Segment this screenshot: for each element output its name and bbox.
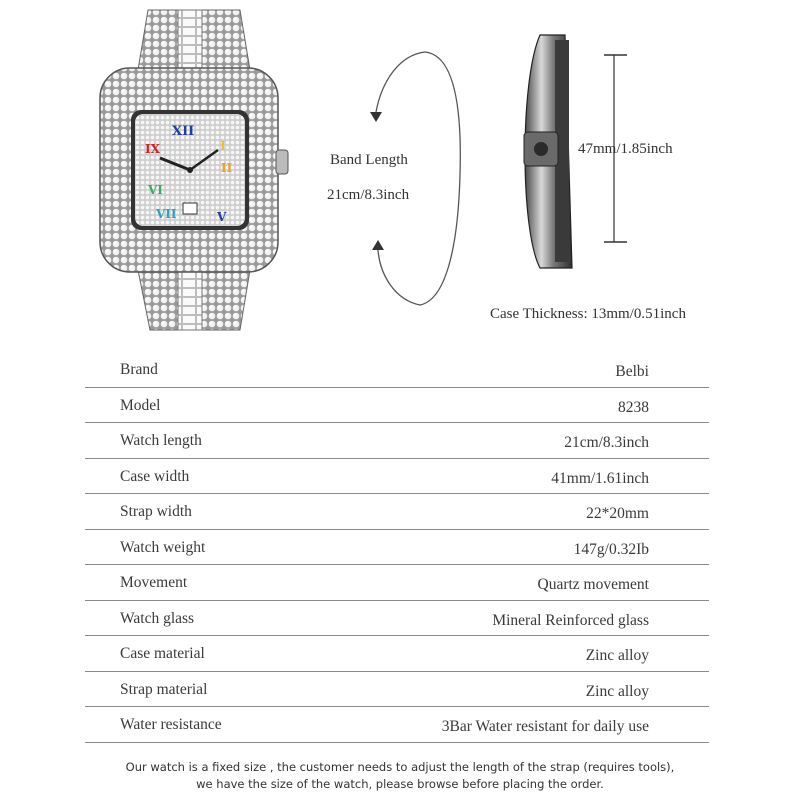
- product-illustration: [0, 0, 800, 340]
- spec-row-movement: [85, 565, 709, 601]
- spec-row-case-width: [85, 459, 709, 495]
- spec-label: Case material: [120, 645, 205, 662]
- case-thickness-label: Case Thickness: 13mm/0.51inch: [490, 306, 686, 322]
- spec-row-strap-material: [85, 672, 709, 708]
- height-label: 47mm/1.85inch: [578, 141, 673, 157]
- spec-value: 3Bar Water resistant for daily use: [441, 718, 649, 735]
- size-notice: [0, 759, 800, 793]
- spec-value: 41mm/1.61inch: [551, 469, 649, 487]
- svg-text:I: I: [220, 139, 226, 153]
- svg-text:XII: XII: [172, 124, 195, 139]
- size-notice-line-2: we have the size of the watch, please browse before placing the order.: [196, 777, 604, 791]
- spec-value: Belbi: [615, 363, 649, 380]
- spec-value: Mineral Reinforced glass: [492, 611, 649, 629]
- spec-value: 22*20mm: [586, 505, 649, 522]
- spec-value: Quartz movement: [537, 576, 649, 593]
- spec-label: Watch glass: [120, 609, 195, 627]
- spec-label: Watch length: [120, 432, 202, 449]
- spec-row-watch-glass: [85, 601, 709, 637]
- band-length-arrow-icon: [370, 52, 460, 305]
- spec-row-watch-length: [85, 423, 709, 459]
- spec-label: Brand: [120, 361, 158, 378]
- spec-label: Model: [120, 396, 161, 414]
- band-length-value: 21cm/8.3inch: [327, 187, 410, 203]
- watch-front-image: [0, 0, 800, 340]
- spec-row-watch-weight: [85, 530, 709, 566]
- spec-label: Case width: [120, 467, 190, 485]
- spec-label: Movement: [120, 574, 188, 591]
- band-length-title: Band Length: [330, 152, 408, 168]
- spec-label: Strap material: [120, 680, 208, 698]
- spec-value: Zinc alloy: [585, 647, 649, 664]
- spec-value: 147g/0.32Ib: [573, 540, 649, 558]
- spec-row-case-material: [85, 636, 709, 672]
- svg-text:V: V: [217, 210, 227, 224]
- svg-text:II: II: [221, 161, 233, 175]
- spec-row-model: [85, 388, 709, 424]
- svg-text:VII: VII: [156, 207, 177, 221]
- spec-table: [85, 352, 709, 743]
- size-notice-line-1: Our watch is a fixed size , the customer needs to adjust the length of the strap (requires tools),: [125, 760, 675, 774]
- spec-row-brand: [85, 352, 709, 388]
- watch-side-image: [524, 35, 572, 268]
- spec-value: 21cm/8.3inch: [564, 434, 649, 451]
- svg-text:VI: VI: [148, 183, 163, 197]
- spec-value: Zinc alloy: [585, 682, 649, 700]
- spec-row-water-resistance: [85, 707, 709, 743]
- spec-row-strap-width: [85, 494, 709, 530]
- spec-label: Watch weight: [120, 538, 206, 556]
- spec-value: 8238: [618, 398, 649, 416]
- spec-label: Strap width: [120, 503, 192, 520]
- spec-label: Water resistance: [120, 716, 222, 733]
- svg-text:IX: IX: [145, 142, 160, 156]
